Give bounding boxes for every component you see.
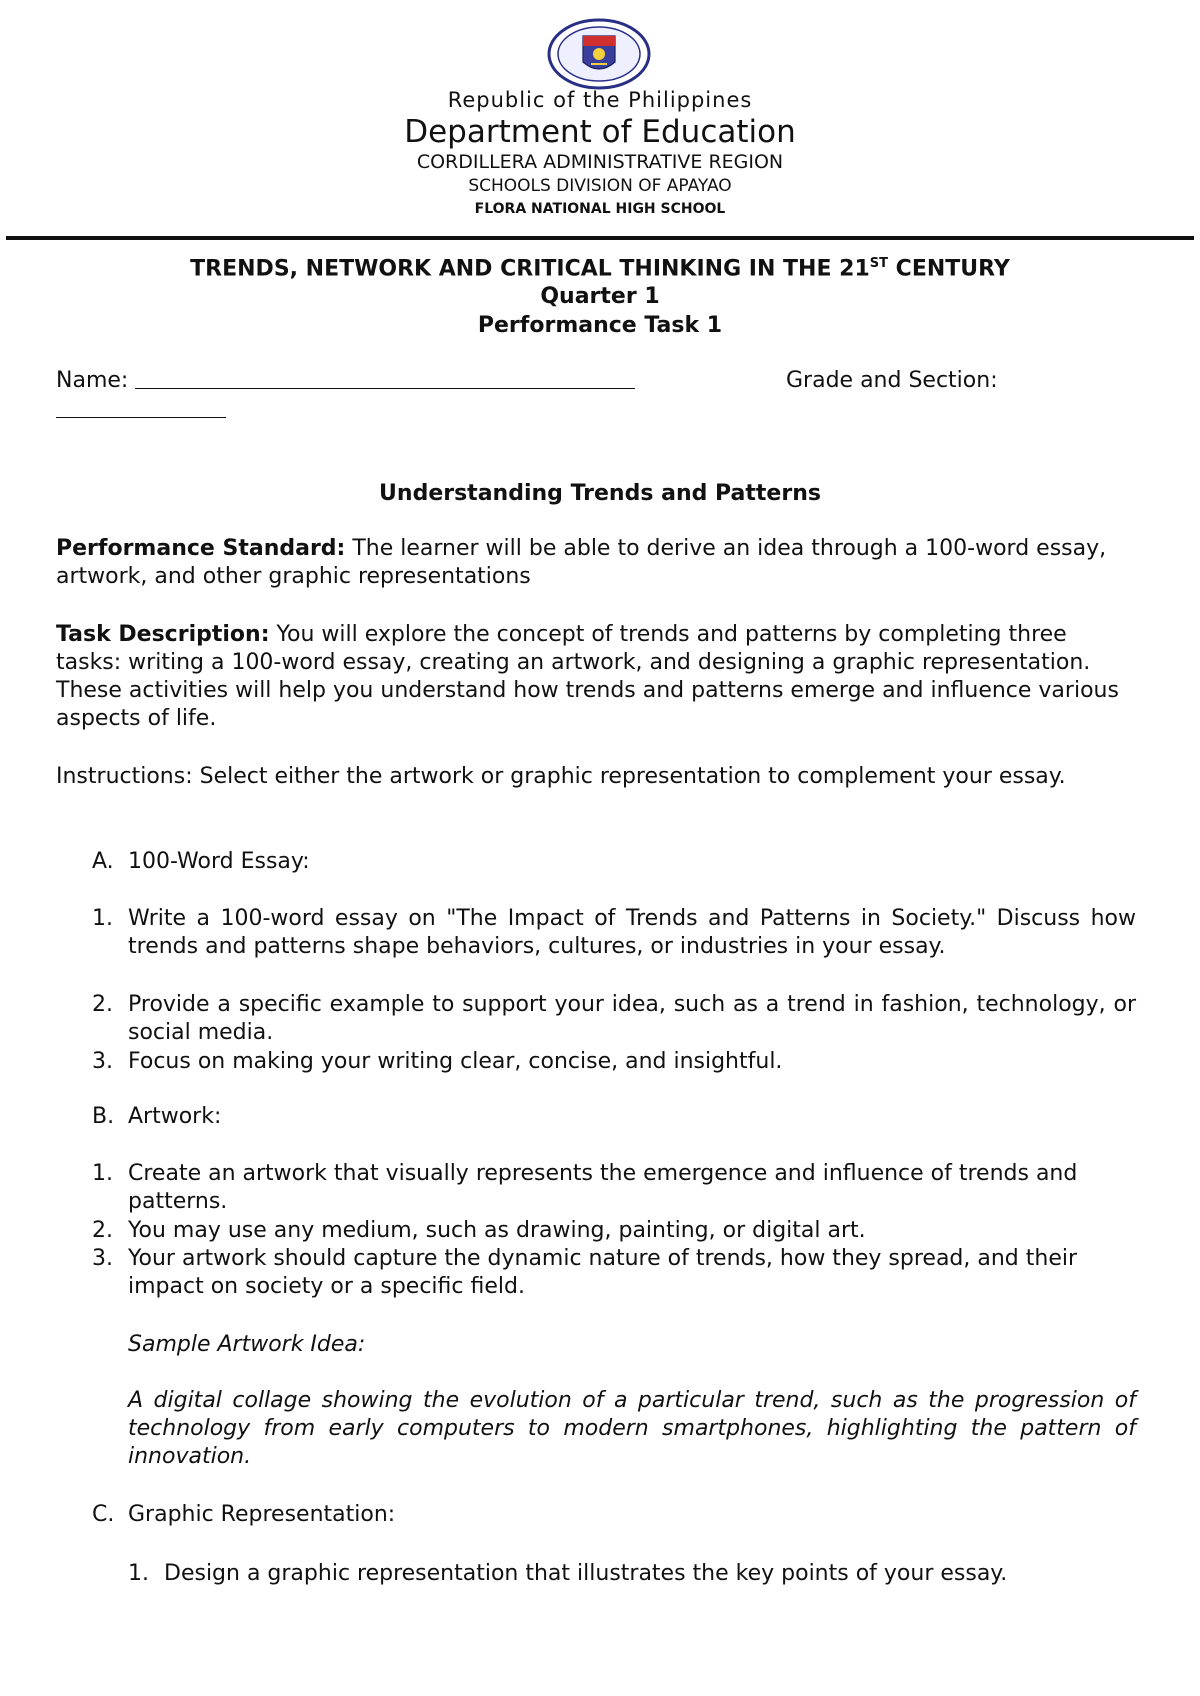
part-c-heading: C. Graphic Representation: xyxy=(92,1502,396,1527)
department-text: Department of Education xyxy=(404,114,796,150)
deped-seal-logo xyxy=(545,18,653,90)
name-blank[interactable] xyxy=(135,388,635,389)
name-label: Name: xyxy=(56,368,129,393)
list-item: 1. Write a 100-word essay on "The Impact of Trends and Patterns in Society." Discuss how trends and patterns shape behaviors, cultures, or industries in your essay. xyxy=(92,906,1136,959)
task-title: Performance Task 1 xyxy=(477,313,723,338)
list-item: 1. Create an artwork that visually represents the emergence and influence of trends and patterns. xyxy=(92,1161,1078,1214)
republic-text: Republic of the Philippines xyxy=(447,88,753,112)
part-b-heading: B. Artwork: xyxy=(92,1104,222,1129)
grade-section-field[interactable] xyxy=(56,397,226,422)
division-text: SCHOOLS DIVISION OF APAYAO xyxy=(468,176,732,196)
header-divider xyxy=(6,236,1194,240)
task-description: Task Description: You will explore the concept of trends and patterns by completing three tasks: writing a 100-word essay, creating an artwork, and designing a graphic representation. These activities will help you understand how trends and patterns emerge and influence various aspects of life. xyxy=(56,622,1119,731)
grade-section-blank[interactable] xyxy=(56,417,226,418)
school-text: FLORA NATIONAL HIGH SCHOOL xyxy=(474,201,726,217)
grade-section-label: Grade and Section: xyxy=(786,368,998,393)
instructions: Instructions: Select either the artwork or graphic representation to complement your essay. xyxy=(56,764,1066,789)
part-a-heading: A. 100-Word Essay: xyxy=(92,849,310,874)
quarter-title: Quarter 1 xyxy=(540,284,660,309)
sample-artwork-text: A digital collage showing the evolution of a particular trend, such as the progression of technology from early computers to modern smartphones, highlighting the pattern of innovation. xyxy=(128,1388,1136,1469)
subject-title: TRENDS, NETWORK AND CRITICAL THINKING IN THE 21ST CENTURY xyxy=(190,256,1010,282)
list-item: 2. Provide a specific example to support your idea, such as a trend in fashion, technology, or social media. xyxy=(92,992,1136,1045)
list-item: 1. Design a graphic representation that illustrates the key points of your essay. xyxy=(128,1561,1008,1586)
list-item: 3. Your artwork should capture the dynamic nature of trends, how they spread, and their impact on society or a specific field. xyxy=(92,1246,1078,1299)
name-field[interactable] xyxy=(56,368,635,393)
list-item: 2. You may use any medium, such as drawing, painting, or digital art. xyxy=(92,1218,866,1243)
list-item: 3. Focus on making your writing clear, concise, and insightful. xyxy=(92,1049,783,1074)
sample-artwork-label: Sample Artwork Idea: xyxy=(128,1332,366,1357)
performance-standard: Performance Standard: The learner will be able to derive an idea through a 100-word essay, artwork, and other graphic representations xyxy=(56,536,1107,589)
region-text: CORDILLERA ADMINISTRATIVE REGION xyxy=(416,151,784,173)
section-title: Understanding Trends and Patterns xyxy=(379,481,821,506)
